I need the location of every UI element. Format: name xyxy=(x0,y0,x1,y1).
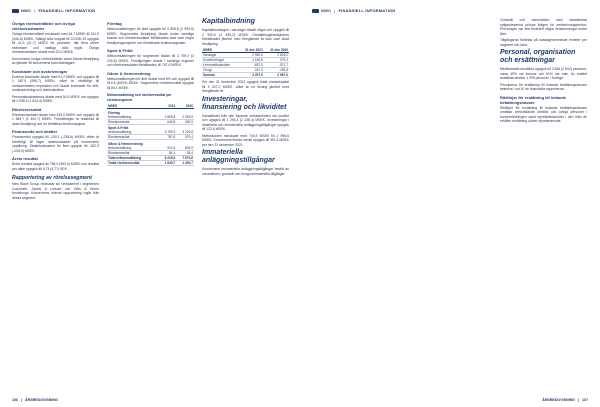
heading-foretag: Företag xyxy=(107,21,122,26)
paragraph: Koncernens immateriella anläggningstillgångar består av varumärken, goodwill och övriga immateriella tillgångar. xyxy=(202,167,289,176)
paragraph: Kapitalbindningen i varulager ökade något och uppgick till 2 950,6 (2 839,2) MSEK. Omsättningshastigheten förbättrades jämfört med föregående år tack vare ökad försäljning. xyxy=(202,28,289,46)
cell-value: 3 759,3 xyxy=(159,130,177,135)
heading-riktlinjer: Riktlinjer för ersättning till ledande befattningshavare xyxy=(500,94,567,105)
cell-value: 84,1 xyxy=(159,150,177,155)
cell-value: 3 555,8 xyxy=(159,115,177,120)
row-label: Rörelseresultat xyxy=(107,135,159,140)
brand-logo xyxy=(12,9,19,13)
paragraph: Nettoskulden minskade med 740,9 MSEK till 1 596,6 MSEK. Koncernens likvida medel uppgick till 391,4 MSEK per den 31 december 2021. xyxy=(202,133,289,147)
cell-value: 2 839,2 xyxy=(264,53,289,58)
row-label: Gåvor & Heminredning xyxy=(108,141,143,146)
paragraph: Nettoomsättningen för segmentet ökade till 3 759,3 (3 226,8) MSEK. Försäljningen ökade i samtliga regioner och rörelseresultatet förbättrades till 787,6 MSEK. xyxy=(107,54,194,67)
heading-arets-resultat: Årets resultat xyxy=(12,156,38,161)
paragraph: Goodwill och varumärken med obestämbar nyttjandeperiod prövas årligen för nedskrivningsbehov. Prövningen har inte föranlett några nedskrivningar under året. xyxy=(500,18,587,36)
cell-value: 3 226,8 xyxy=(176,130,194,135)
segment-table-caption: Nettoomsättning och rörelseresultat per rörelsesegment xyxy=(107,93,172,102)
row-label: Nettoomsättning xyxy=(107,115,159,120)
right-column-1 xyxy=(500,18,587,126)
paragraph: Principerna för ersättning till ledande befattningshavare beskrivs i not 8 i de finansiella rapporterna. xyxy=(500,82,587,91)
paragraph: Nettoomsättningen för året ökade med 8% och uppgick till 914,5 (849,9) MSEK. Segmentets rörelseresultat uppgick till 84,1 MSEK. xyxy=(107,76,194,90)
heading-ovriga: Övriga rörelseintäkter och övriga rörelsekostnader xyxy=(12,21,75,31)
cell-value: 2020 xyxy=(176,104,194,109)
page-header-left: NWC | FINANSIELL INFORMATION xyxy=(12,8,95,13)
cell-value: 2 993,9 xyxy=(176,115,194,120)
cell-value: 645,8 xyxy=(159,119,177,124)
cell-value: 35,4 xyxy=(176,150,194,155)
row-label: Rörelseresultat xyxy=(107,150,159,155)
row-label: Kundfordringar xyxy=(202,58,239,63)
row-label: Nettoomsättning xyxy=(107,146,159,151)
paragraph: Finansnettot uppgick till -230,1 (-238,6) MSEK, vilket är hänförligt till lägre räntekostnader på koncernens upplåning. Skattekostnaden för året uppgick till -262,9 (-228,0) MSEK. xyxy=(12,135,99,153)
page-number: 106 xyxy=(12,398,18,402)
cell-value: 979,3 xyxy=(264,58,289,63)
cell-value: 31 dec 2021 xyxy=(239,48,264,53)
paragraph: Koncernens övriga rörelseintäkter avser främst försäljning av tjänster till koncernens franchisetagare. xyxy=(12,56,99,65)
cell-value: 2 950,6 xyxy=(239,53,264,58)
cell-value: 849,9 xyxy=(176,146,194,151)
row-label: Nettoomsättning xyxy=(107,130,159,135)
heading-finansnetto: Finansnetto och skatter xyxy=(12,129,58,134)
cell-value: -247,4 xyxy=(239,68,264,73)
cell-value: 8 229,6 xyxy=(159,155,177,160)
row-label: Leverantörsskulder xyxy=(202,63,239,68)
page-header-right: NWC | FINANSIELL INFORMATION xyxy=(312,8,395,13)
row-label: Rörelseresultat xyxy=(107,119,159,124)
table-total-row xyxy=(107,160,194,165)
cell-value: 914,5 xyxy=(159,146,177,151)
heading-personal: Personal, organisation och ersättningar xyxy=(500,49,576,64)
paragraph: Nettoomsättningen för året uppgick till 3 555,8 (2 993,9) MSEK. Segmentets försäljning ökade under samtliga kvartal och rörelseresultatet förbättrades tack vare högre försäljningsvolymer och förbättrade bruttomarginaler. xyxy=(107,27,194,45)
row-label: Övrigt xyxy=(202,68,239,73)
row-label: Totalt rörelseresultat xyxy=(107,160,159,165)
paragraph: Medelantalet anställda uppgick till 2 846 (2 844) personer, varav 49% var kvinnor och 51% var män. Av antalet anställda arbetar 1 299 personer i Sverige. xyxy=(500,67,587,80)
brand-logo xyxy=(312,9,319,13)
table-total-row xyxy=(202,73,289,78)
cell-value: 1 400,7 xyxy=(176,160,194,165)
footer-right: ÅRSREDOVISNING | 107 xyxy=(542,398,588,402)
brand-name: NWC xyxy=(21,8,32,13)
row-label: Summa xyxy=(202,73,239,78)
row-label: Företag xyxy=(108,110,120,115)
left-column-3 xyxy=(202,18,289,178)
heading-rapportering: Rapportering av rörelsesegment xyxy=(12,175,92,181)
cell-value: 1 849,7 xyxy=(159,160,177,165)
paragraph: Externa kostnader ökade med 91,2 MSEK och uppgick till 1 087,9 (996,7) MSEK, vilket är hänförligt till verksamhetens expansion och ökade kostnader för drift, marknadsföring och administration. xyxy=(12,74,99,92)
left-column-1 xyxy=(12,18,99,202)
cell-value: 349,9 xyxy=(176,119,194,124)
paragraph: New Wave Group redovisar sin verksamhet i segmenten Corporate, Sports & Leisure och Gifts & Home furnishings. Koncernens interna rapportering utgår från dessa segment. xyxy=(12,182,99,200)
cell-value: 3 207,0 xyxy=(239,73,264,78)
page-number: 107 xyxy=(582,398,588,402)
paragraph: Per den 31 december 2021 uppgick totalt rörelsekapital till 3 207,0 MSEK, vilket är en ökning jämfört med föregående år. xyxy=(202,80,289,93)
footer-left: 106 | ÅRSREDOVISNING xyxy=(12,398,58,402)
cell-value: 2 987,0 xyxy=(264,73,289,78)
cell-value: 7 070,6 xyxy=(176,155,194,160)
cell-value: -657,0 xyxy=(239,63,264,68)
paragraph: Tillgångarna fördelas på kassagenererande enheter per segment och land. xyxy=(500,38,587,47)
paragraph: Kassaflödet från den löpande verksamheten var positivt och uppgick till 1 294,4 (2 238,4) MSEK. Investeringar i materiella och immateriella anläggningstillgångar uppgick till 122,6 MSEK. xyxy=(202,113,289,131)
report-name: ÅRSREDOVISNING xyxy=(542,398,575,402)
left-column-2 xyxy=(107,18,194,168)
paragraph: Personalkostnaderna ökade med 94,5 MSEK och uppgick till 1 938,9 (1 844,4) MSEK. xyxy=(12,94,99,103)
cell-value: 575,4 xyxy=(176,135,194,140)
right-page xyxy=(300,0,600,407)
heading-investeringar: Investeringar, finansiering och likviditet xyxy=(202,95,287,111)
heading-immateriella: Immateriella anläggningstillgångar xyxy=(202,149,275,164)
section-title: FINANSIELL INFORMATION xyxy=(38,8,96,13)
report-name: ÅRSREDOVISNING xyxy=(25,398,58,402)
row-label: Total nettoomsättning xyxy=(107,155,159,160)
cell-value: 31 dec 2020 xyxy=(264,48,289,53)
paragraph: Övriga rörelseintäkter minskade med 34,7 MSEK till 311,9 (346,6) MSEK. Statligt stöd kopplat till COVID-19 uppgick till 41,9 (21,7) MSEK för perioden, där flera större exitvinster och statliga stöd ingår. Övriga rörelsekostnader ökade med 23,2 MSEK. xyxy=(12,32,99,54)
section-title: FINANSIELL INFORMATION xyxy=(338,8,396,13)
heading-kostnader: Kostnader och avskrivningar xyxy=(12,68,68,74)
paragraph: Rörelseresultatet ökade med 449,0 MSEK och uppgick till 1 849,7 (1 400,7) MSEK. Förbättringen är relaterad till ökad försäljning och en förbättrad bruttomarginal. xyxy=(12,112,99,126)
cell-value: -571,7 xyxy=(264,63,289,68)
heading-sport: Sport & Fritid xyxy=(107,48,133,53)
cell-value: 1 160,8 xyxy=(239,58,264,63)
cell-value: 2021 xyxy=(159,104,177,109)
heading-rorelseresultat: Rörelseresultat xyxy=(12,106,42,112)
heading-gavor: Gåvor & Heminredning xyxy=(107,70,151,76)
row-label: Sport & Fritid xyxy=(108,126,129,130)
row-label: MSEK xyxy=(107,104,159,109)
row-label: Varulager xyxy=(202,53,239,58)
paragraph: Årets resultat uppgick till 796,0 (563,3) MSEK och resultat per aktie uppgick till 6,73 (4,77) SEK. xyxy=(12,162,99,171)
row-label: MSEK xyxy=(202,48,239,53)
heading-kapitalbindning: Kapitalbindning xyxy=(202,18,255,25)
capital-table xyxy=(202,48,289,78)
paragraph: Riktlinjer för ersättning till ledande befattningshavare omfattar verkställande direktör och övriga personer i koncernledningen samt styrelseledamöter i den mån de erhåller ersättning utöver styrelsearvode. xyxy=(500,105,587,123)
brand-name: NWC xyxy=(321,8,332,13)
cell-value: 787,6 xyxy=(159,135,177,140)
segment-table xyxy=(107,104,194,166)
cell-value: -259,8 xyxy=(264,68,289,73)
